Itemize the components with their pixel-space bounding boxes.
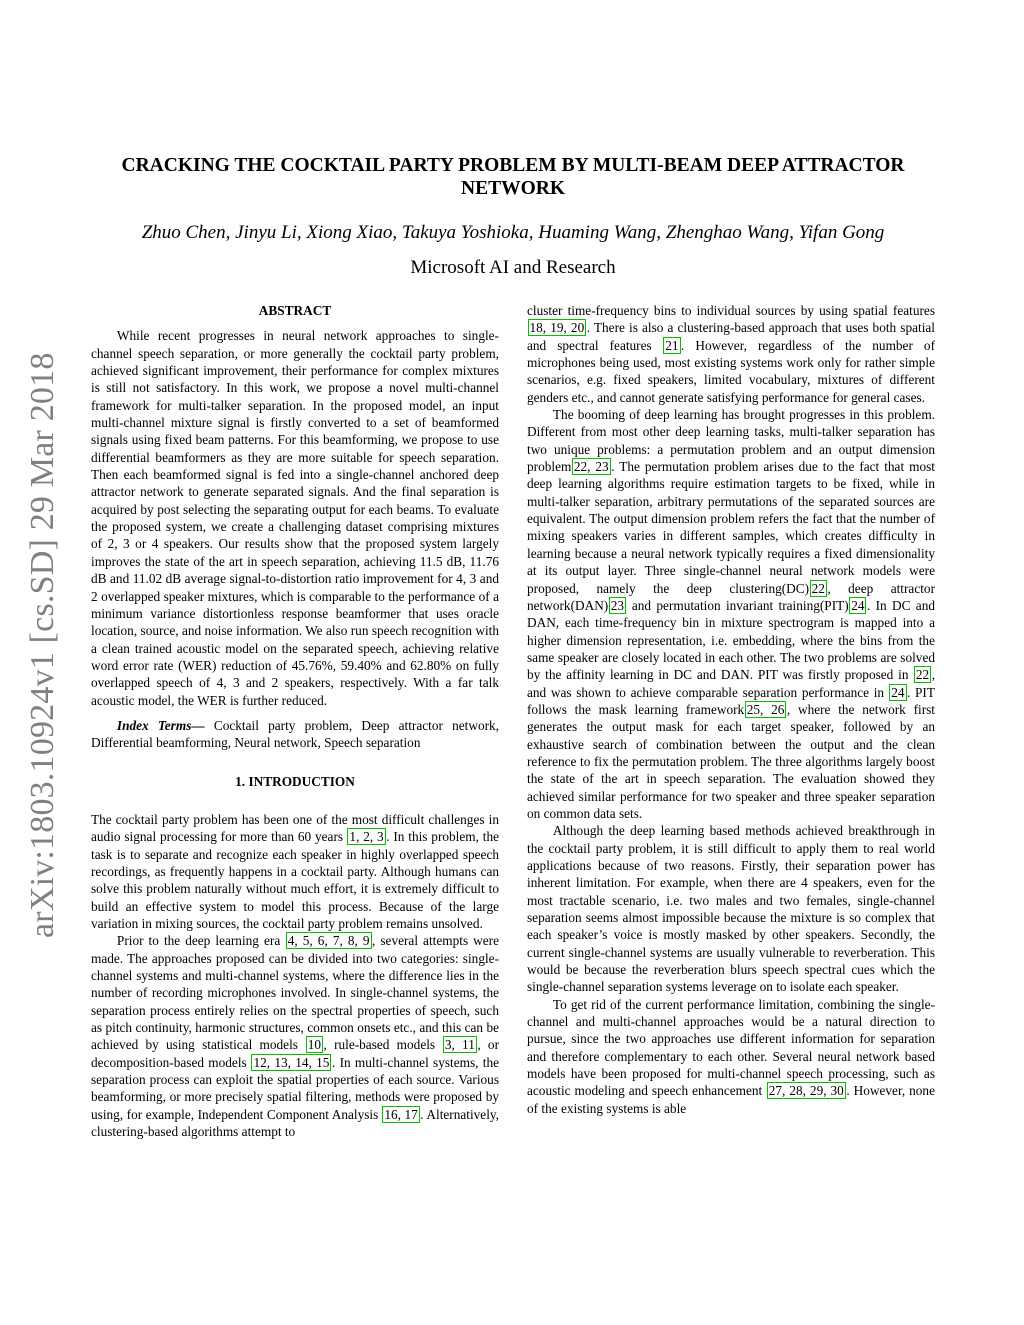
citation-link[interactable]: 25, 26 (746, 701, 785, 717)
citation-link[interactable]: 21 (665, 337, 679, 353)
citation-link[interactable]: 4, 5, 6, 7, 8, 9 (287, 933, 370, 949)
body-paragraph-1: cluster time-frequency bins to individual sources by using spatial features 18, 19, 20 . There is also a clustering-based approach that uses both spatial and spectral features 21 . However, regardless of the number of microphones being used, most existing systems work only for rather simple scenarios, e.g. fixed speakers, limited vocabulary, mixtures of different genders etc., and cannot generate satisfying performance for general cases. (527, 303, 935, 405)
right-column (527, 302, 935, 1117)
body-paragraph-4: To get rid of the current performance limitation, combining the single-channel and multi-channel approaches would be a natural direction to pursue, since the two approaches use different information for separation and therefore complementary to each other. Several neural network based models have been proposed for multi-channel speech processing, such as acoustic modeling and speech enhancement 27, 28, 29, 30 . However, none of the existing systems is able (527, 996, 935, 1116)
intro-paragraph-2: Prior to the deep learning era 4, 5, 6, 7, 8, 9 , several attempts were made. The approaches proposed can be divided into two categories: single-channel systems and multi-channel systems, where the difference lies in the number of recording microphones involved. In single-channel systems, the separation process entirely relies on the spectral properties of speech, such as pitch continuity, harmonic structures, common onsets etc., and this can be achieved by using statistical models 10 , rule-based models 3, 11 , or decomposition-based models 12, 13, 14, 15 . In multi-channel systems, the separation process can exploit the spatial properties of each source. Various beamforming, or more precisely spatial filtering, methods were proposed by using, for example, Independent Component Analysis 16, 17 . Alternatively, clustering-based algorithms attempt to (91, 933, 500, 1140)
citation-link[interactable]: 22 (915, 667, 930, 683)
citation-link[interactable]: 23 (610, 597, 625, 613)
citation-link[interactable]: 24 (891, 684, 905, 700)
paper-title: CRACKING THE COCKTAIL PARTY PROBLEM BY MULTI-BEAM DEEP ATTRACTOR NETWORK (121, 155, 905, 199)
author-list: Zhuo Chen, Jinyu Li, Xiong Xiao, Takuya Yoshioka, Huaming Wang, Zhenghao Wang, Yifan Gong (141, 222, 885, 243)
index-terms-label: Index Terms— (116, 717, 205, 733)
intro-paragraph-1: The cocktail party problem has been one of the most difficult challenges in audio signal processing for more than 60 years 1, 2, 3 . In this problem, the task is to separate and recognize each speaker in highly overlapped speech recordings, as frequently happens in a cocktail party. Although humans can solve this problem naturally without much effort, it is extremely difficult to build an effective system to model this process. Because of the large variation in mixing sources, the cocktail party problem remains unsolved. (91, 811, 500, 931)
citation-link[interactable]: 22 (811, 580, 825, 596)
arxiv-stamp: arXiv:1803.10924v1 [cs.SD] 29 Mar 2018 (24, 352, 61, 938)
body-paragraph-2: The booming of deep learning has brought progresses in this problem. Different from most other deep learning tasks, multi-talker separation has two unique problems: a permutation problem and an output dimension problem 22, 23 . The permutation problem arises due to the fact that most deep learning algorithms require estimation targets to be fixed, while in multi-talker separation, arbitrary permutations of the separated sources are equivalent. The output dimension problem refers the fact that the number of mixing speakers varies in different samples, which creates difficulty in learning because a neural network typically requires a fixed dimensionality at its output layer. Three single-channel neural network models were proposed, namely the deep clustering(DC) 22 , deep attractor network(DAN) 23 and permutation invariant training(PIT) 24 . In DC and DAN, each time-frequency bin in mixture spectrogram is mapped into a higher dimension representation, i.e. embedding, where the bins from the same speaker are closely located in each other. The two problems are solved by the affinity learning in DC and DAN. PIT was firstly proposed in 22 , and was shown to achieve comparable separation performance in 24 . PIT follows the mask learning framework 25, 26 , where the network first generates the output mask for each target speaker, followed by an exhaustive search of combination between the output and the clean reference to fix the permutation problem. The three algorithms largely boost the state of the art in speech separation. The evaluation showed they achieved similar performance for two speaker and three speaker separation on common data sets. (527, 407, 936, 821)
affiliation: Microsoft AI and Research (410, 257, 616, 278)
index-terms (91, 717, 499, 752)
citation-link[interactable]: 16, 17 (384, 1106, 418, 1122)
citation-link[interactable]: 10 (307, 1037, 321, 1053)
abstract-heading: ABSTRACT (258, 303, 332, 318)
left-column (91, 302, 499, 1140)
citation-link[interactable]: 1, 2, 3 (349, 829, 384, 845)
abstract-text: While recent progresses in neural network approaches to single-channel speech separation, or more generally the cocktail party problem, achieved significant improvement, their performance for complex mixtures is still not satisfactory. In this work, we propose a novel multi-channel framework for multi-talker separation. In the proposed model, an input multi-channel mixture signal is firstly converted to a set of beamformed signals using fixed beam patterns. For this beamforming, we propose to use differential beamformers as they are more suitable for speech separation. Then each beamformed signal is fed into a single-channel anchored deep attractor network to generate separated signals. And the final separation is acquired by post selecting the separating output for each beams. To evaluate the proposed system, we create a challenging dataset comprising mixtures of 2, 3 or 4 speakers. Our results show that the proposed system largely improves the state of the art in speech separation, achieving 11.5 dB, 11.76 dB and 11.02 dB average signal-to-distortion ratio improvement for 4, 3 and 2 overlapped speaker mixtures, which is comparable to the performance of a minimum variance distortionless response beamformer that uses oracle location, source, and noise information. We also run speech recognition with a clean trained acoustic model on the separated speech, achieving relative word error rate (WER) reduction of 45.76%, 59.40% and 62.80% on fully overlapped speech of 4, 3 and 2 speakers, respectively. With a far talk acoustic model, the WER is further reduced. (91, 328, 499, 708)
citation-link[interactable]: 18, 19, 20 (529, 320, 585, 336)
introduction-heading: 1. INTRODUCTION (235, 773, 355, 789)
body-paragraph-3: Although the deep learning based methods achieved breakthrough in the cocktail party problem, it is still difficult to apply them to real world applications because of two reasons. Firstly, their separation power has inherent limitation. For example, when there are 4 speakers, even for the most tractable scenario, i.e. two males and two females, single-channel separation seems almost impossible because the mixture is so complex that each speaker’s voice is mostly masked by other speakers. Secondly, the current single-channel systems are usually vulnerable to reverberation. This would be because the reverberation blurs speech spectral cues which the single-channel separation systems leverage on to isolate each speaker. (527, 823, 935, 995)
citation-link[interactable]: 12, 13, 14, 15 (253, 1054, 330, 1070)
citation-link[interactable]: 3, 11 (444, 1037, 475, 1053)
index-terms-text: Cocktail party problem, Deep attractor network, Differential beamforming, Neural network, Speech separation (91, 717, 500, 751)
citation-link[interactable]: 24 (851, 597, 865, 613)
citation-link[interactable]: 22, 23 (573, 459, 609, 475)
citation-link[interactable]: 27, 28, 29, 30 (768, 1083, 844, 1099)
